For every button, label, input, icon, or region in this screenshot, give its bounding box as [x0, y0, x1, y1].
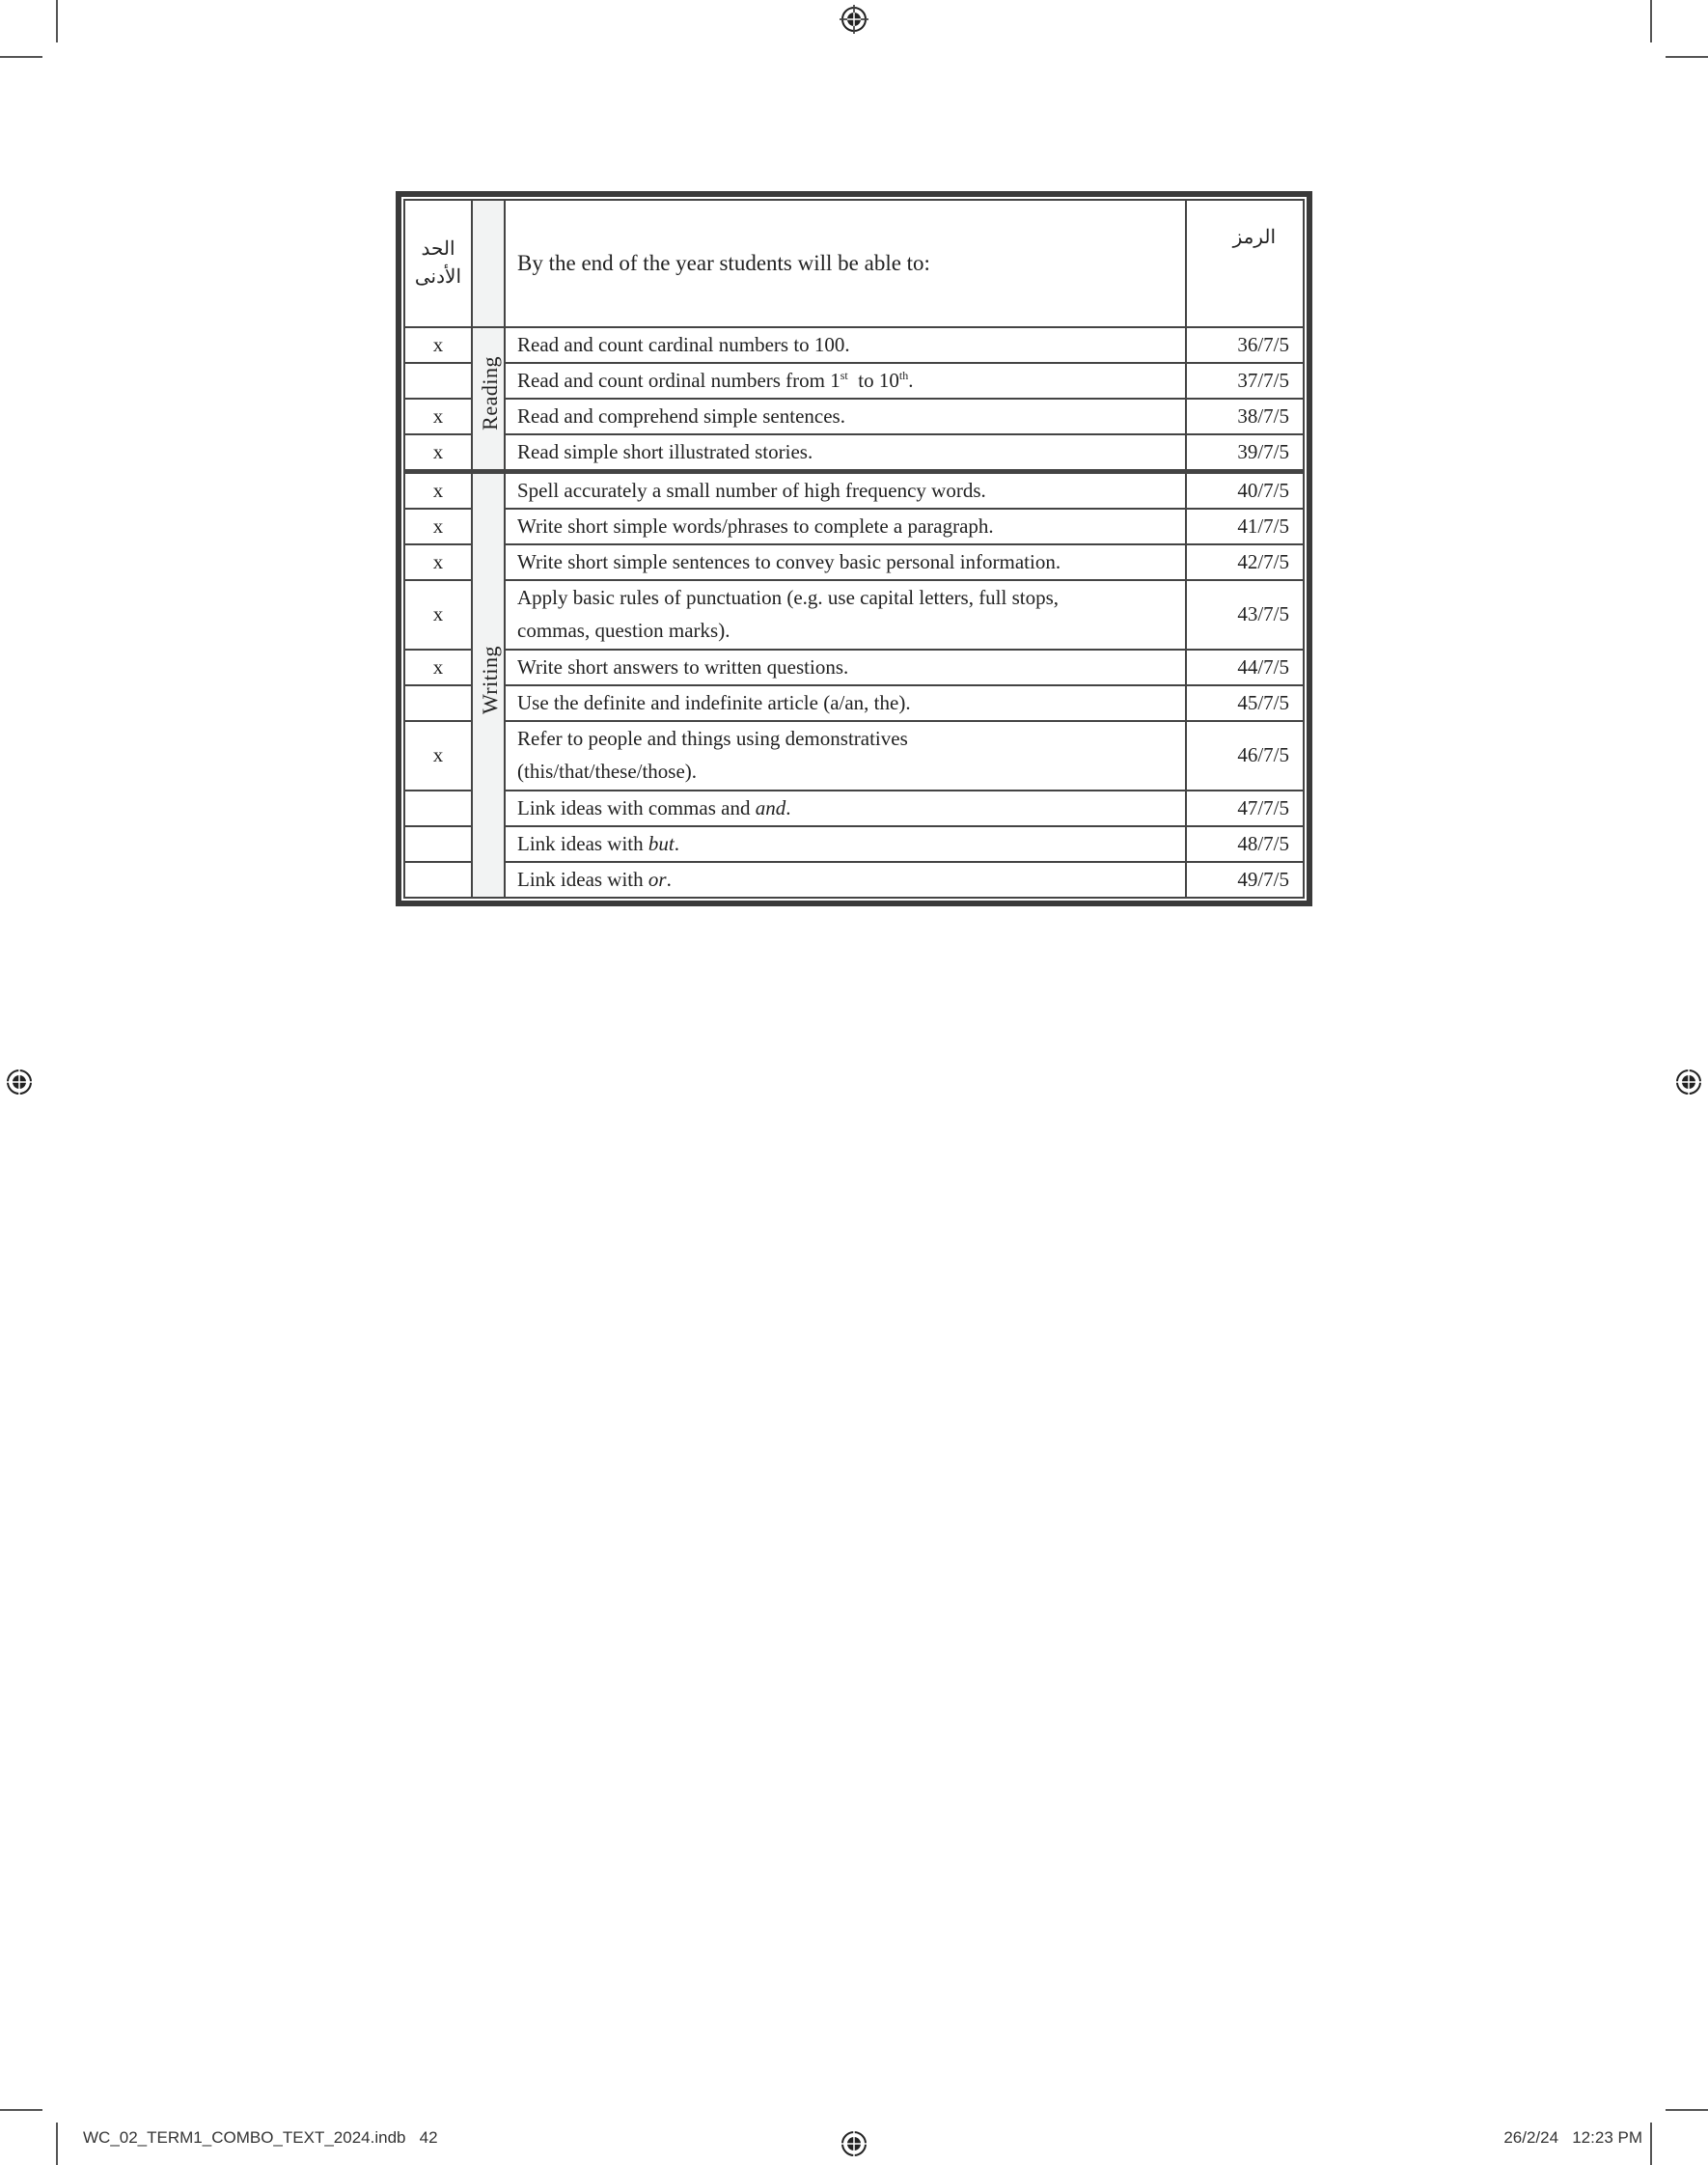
outcome-text: [505, 791, 1186, 826]
outcome-text: [505, 363, 1186, 399]
min-cell: [404, 826, 472, 862]
code-cell: 47/7/5: [1186, 791, 1304, 826]
outcome-text-part: .: [674, 831, 679, 855]
min-header-line: الأدنى: [414, 266, 461, 288]
crop-mark: [0, 2109, 42, 2111]
skill-cell-reading: [472, 327, 505, 472]
registration-mark-icon: [840, 5, 868, 34]
statement-header: By the end of the year students will be able to:: [505, 200, 1186, 327]
crop-mark: [1666, 56, 1708, 58]
footer-timestamp: 26/2/24 12:23 PM: [1503, 2128, 1642, 2147]
min-cell: x: [404, 544, 472, 580]
table-row: [404, 791, 1304, 826]
code-cell: 37/7/5: [1186, 363, 1304, 399]
crop-mark: [0, 56, 42, 58]
table-row: [404, 544, 1304, 580]
registration-mark-icon: [840, 2129, 868, 2158]
outcome-text-part: .: [908, 368, 914, 392]
outcome-text-part: Read and count ordinal numbers from 1: [517, 368, 840, 392]
table-row: [404, 434, 1304, 472]
code-header: الرمز: [1186, 200, 1304, 327]
code-cell: 46/7/5: [1186, 721, 1304, 791]
min-cell: x: [404, 580, 472, 650]
registration-mark-icon: [5, 1068, 34, 1096]
outcome-text-line: Refer to people and things using demonstratives: [517, 727, 908, 751]
min-cell: x: [404, 650, 472, 685]
outcomes-table-frame: [396, 191, 1312, 906]
outcome-text-part: .: [666, 867, 672, 891]
crop-mark: [1650, 2123, 1652, 2165]
table-row: [404, 509, 1304, 544]
outcome-text-line: (this/that/these/those).: [517, 760, 698, 783]
outcome-text: Spell accurately a small number of high frequency words.: [505, 472, 1186, 510]
superscript: st: [840, 368, 848, 382]
min-cell: [404, 363, 472, 399]
outcome-text-emphasis: and: [755, 795, 786, 819]
outcome-text: [505, 721, 1186, 791]
outcome-text: Use the definite and indefinite article (a/an, the).: [505, 685, 1186, 721]
skill-label: Writing: [478, 646, 502, 715]
code-cell: 40/7/5: [1186, 472, 1304, 510]
outcome-text-emphasis: or: [647, 867, 667, 891]
outcome-text-part: .: [785, 795, 791, 819]
crop-mark: [1666, 2109, 1708, 2111]
outcomes-table: [403, 199, 1305, 899]
outcome-text: [505, 826, 1186, 862]
table-row: [404, 826, 1304, 862]
outcome-text: Write short simple sentences to convey basic personal information.: [505, 544, 1186, 580]
min-header-line: الحد: [421, 238, 455, 260]
min-cell: [404, 791, 472, 826]
outcome-text-line: commas, question marks).: [517, 619, 730, 642]
table-header-row: [404, 200, 1304, 327]
table-row: [404, 650, 1304, 685]
code-cell: 39/7/5: [1186, 434, 1304, 472]
min-cell: x: [404, 509, 472, 544]
outcome-text: Read and comprehend simple sentences.: [505, 399, 1186, 434]
min-cell: x: [404, 472, 472, 510]
registration-mark-icon: [1674, 1068, 1703, 1096]
min-cell: [404, 685, 472, 721]
code-cell: 38/7/5: [1186, 399, 1304, 434]
table-row: [404, 399, 1304, 434]
code-cell: 44/7/5: [1186, 650, 1304, 685]
superscript: th: [898, 368, 909, 382]
outcome-text-part: Link ideas with: [517, 831, 648, 855]
code-cell: 36/7/5: [1186, 327, 1304, 363]
outcome-text: Write short answers to written questions.: [505, 650, 1186, 685]
skill-cell-writing: [472, 472, 505, 899]
min-cell: [404, 862, 472, 898]
outcome-text-emphasis: but: [647, 831, 675, 855]
min-cell: x: [404, 434, 472, 472]
crop-mark: [1650, 0, 1652, 42]
code-cell: 43/7/5: [1186, 580, 1304, 650]
code-cell: 42/7/5: [1186, 544, 1304, 580]
min-cell: x: [404, 721, 472, 791]
code-cell: 41/7/5: [1186, 509, 1304, 544]
outcome-text: [505, 580, 1186, 650]
code-cell: 49/7/5: [1186, 862, 1304, 898]
outcome-text: Read simple short illustrated stories.: [505, 434, 1186, 472]
table-row: [404, 327, 1304, 363]
outcome-text-part: to 10: [847, 368, 899, 392]
table-row: [404, 685, 1304, 721]
footer-file-info: WC_02_TERM1_COMBO_TEXT_2024.indb 42: [83, 2128, 438, 2147]
crop-mark: [56, 2123, 58, 2165]
skill-label: Reading: [478, 356, 502, 431]
table-row: [404, 363, 1304, 399]
code-cell: 45/7/5: [1186, 685, 1304, 721]
outcome-text: [505, 862, 1186, 898]
outcome-text-part: Link ideas with commas and: [517, 795, 756, 819]
table-row: [404, 472, 1304, 510]
table-row: [404, 721, 1304, 791]
skill-header: [472, 200, 505, 327]
outcome-text: Read and count cardinal numbers to 100.: [505, 327, 1186, 363]
outcome-text-part: Link ideas with: [517, 867, 648, 891]
table-row: [404, 580, 1304, 650]
min-header: [404, 200, 472, 327]
min-cell: x: [404, 399, 472, 434]
code-cell: 48/7/5: [1186, 826, 1304, 862]
crop-mark: [56, 0, 58, 42]
table-row: [404, 862, 1304, 898]
outcome-text: Write short simple words/phrases to complete a paragraph.: [505, 509, 1186, 544]
min-cell: x: [404, 327, 472, 363]
outcome-text-line: Apply basic rules of punctuation (e.g. use capital letters, full stops,: [517, 586, 1060, 610]
